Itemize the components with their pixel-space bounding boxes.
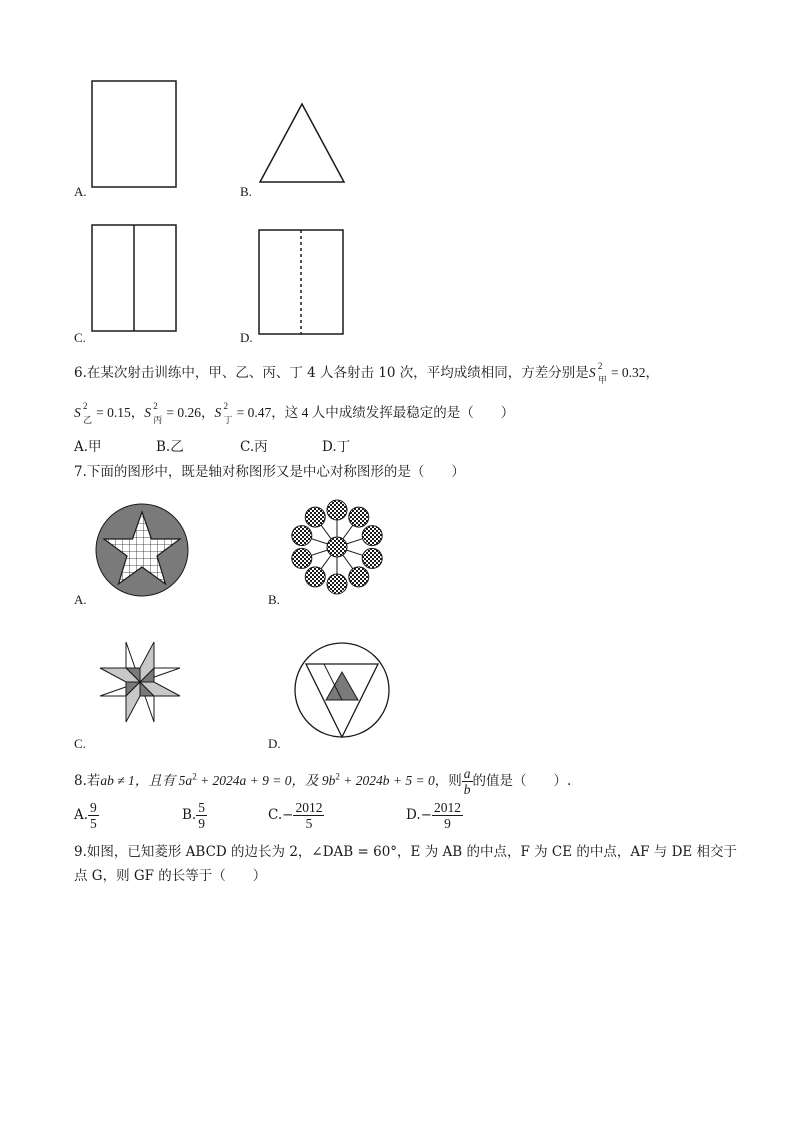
q8-options — [74, 800, 463, 831]
q7-option-c-label: C. — [74, 736, 86, 751]
q6-s-ding-val: = 0.47，这 4 人中成绩发挥最稳定的是（ ） — [233, 405, 515, 420]
q6-s-jia-sub: 甲 — [597, 375, 607, 385]
q7-stem: 7.下面的图形中，既是轴对称图形又是中心对称图形的是（ ） — [74, 464, 465, 480]
q6-s-bing-val: = 0.26， — [163, 405, 215, 420]
q5-option-a-label: A. — [74, 184, 87, 199]
q7-figure-d-triangles-in-circle — [292, 640, 392, 740]
q9-stem-line1: 9.如图，已知菱形 ABCD 的边长为 2，∠DAB = 60°，E 为 AB 的中点，F 为 CE 的中点，AF 与 DE 相交于 — [74, 844, 738, 860]
q7-b-small-circle — [327, 574, 347, 594]
q8-option-c: C.− $\frac{2012}{5}$ — [268, 800, 323, 831]
q7-b-small-circle — [349, 507, 369, 527]
q7-b-small-circle — [362, 548, 382, 568]
q7-option-d-label: D. — [268, 736, 281, 751]
q7-option-b-label: B. — [268, 592, 280, 607]
q6-s-ding-sub: 丁 — [223, 415, 233, 425]
q6-option-d: D.丁 — [322, 439, 351, 455]
q5-option-b-label: B. — [240, 184, 252, 199]
q8-condition: ab ≠ 1 — [100, 773, 135, 788]
q7-b-small-circle — [292, 548, 312, 568]
q8-stem: 8.若ab ≠ 1，且有 $5a^2 + 2024a + 9 = 0$，及 $9b^2 + 2024b + 5 = 0$，则 $\frac{a}{b}$ 的值是（ ）. — [74, 766, 572, 797]
q7-figure-a-star-in-circle — [94, 502, 190, 598]
q6-stem-line1: 6.在某次射击训练中，甲、乙、丙、丁 4 人各射击 10 次，平均成绩相同，方差分别是S 2 甲 = 0.32， — [74, 364, 659, 382]
q7-b-small-circle — [349, 567, 369, 587]
q5-figure-c-split-rectangle — [88, 222, 180, 334]
q6-s-yi-sub: 乙 — [83, 415, 93, 425]
q6-s-jia-val: = 0.32， — [607, 365, 660, 380]
q5-option-d-label: D. — [240, 330, 253, 345]
q6-option-b: B.乙 — [156, 439, 184, 455]
q6-s-yi-val: = 0.15， — [92, 405, 145, 420]
q6-option-a: A.甲 — [74, 439, 102, 455]
q9-stem-line2: 点 G，则 GF 的长等于（ ） — [74, 868, 267, 884]
q7-figure-c-pinwheel — [92, 628, 188, 736]
q5-figure-d-dashed-rectangle — [255, 226, 347, 338]
q6-s-bing-sub: 丙 — [153, 415, 163, 425]
q7-b-small-circle — [305, 567, 325, 587]
q7-b-small-circle — [362, 526, 382, 546]
q7-b-small-circle — [292, 526, 312, 546]
q6-stem-line2: S 2 乙 = 0.15，S 2 丙 = 0.26，S 2 丁 = 0.47，这 4 人中成绩发挥最稳定的是（ ） — [74, 404, 514, 422]
q7-b-small-circle — [327, 500, 347, 520]
q8-fraction-a-over-b: $\frac{a}{b}$ — [463, 766, 471, 797]
q8-option-a: A. $\frac{9}{5}$ — [74, 800, 97, 831]
q7-figure-b-circle-ring — [286, 496, 388, 598]
q5-figure-a-rectangle — [88, 78, 180, 190]
q8-option-b: B. $\frac{5}{9}$ — [182, 800, 205, 831]
q8-option-d: D.− $\frac{2012}{9}$ — [406, 800, 461, 831]
q7-b-small-circle — [305, 507, 325, 527]
q6-options — [74, 438, 350, 456]
q5-option-c-label: C. — [74, 330, 86, 345]
q7-option-a-label: A. — [74, 592, 87, 607]
q6-option-c: C.丙 — [240, 439, 268, 455]
q5-figure-b-triangle — [256, 100, 348, 186]
